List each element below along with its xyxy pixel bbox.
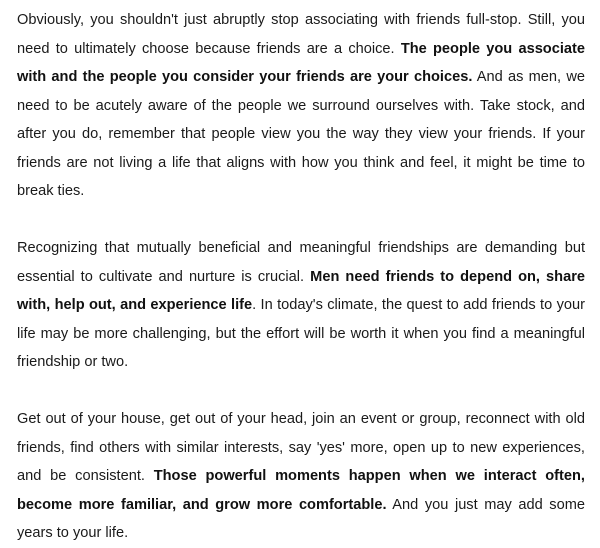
- paragraph-text: Recognizing that mutually beneficial and meaningful friendships are demanding but essential to cultivate and nurture is crucial.: [17, 240, 585, 285]
- paragraph-text: And as men, we need to be acutely aware of the people we surround ourselves with. Take stock, and after you do, remember that people view you the way they view your friends. If your friends are not living a life that aligns with how you think and feel, it might be time to break ties.: [17, 69, 585, 199]
- paragraph-text: Get out of your house, get out of your head, join an event or group, reconnect with old friends, find others with similar interests, say 'yes' more, open up to new experiences, and be consistent.: [17, 411, 585, 484]
- paragraph-text: . In today's climate, the quest to add friends to your life may be more challenging, but the effort will be worth it when you find a meaningful friendship or two.: [17, 297, 585, 370]
- paragraph-get-out: [17, 405, 585, 548]
- paragraph-text: And you just may add some years to your life.: [17, 496, 585, 541]
- paragraph-meaningful-friendships: [17, 234, 585, 377]
- paragraph-friends-choice: [17, 6, 585, 206]
- article-body: [17, 0, 585, 548]
- bold-emphasis: Men need friends to depend on, share with, help out, and experience life: [17, 268, 585, 313]
- paragraph-text: Obviously, you shouldn't just abruptly stop associating with friends full-stop. Still, you need to ultimately choose because friends are a choice.: [17, 12, 585, 57]
- bold-emphasis: Those powerful moments happen when we interact often, become more familiar, and grow more comfortable.: [17, 468, 585, 513]
- bold-emphasis: The people you associate with and the people you consider your friends are your choices.: [17, 40, 585, 85]
